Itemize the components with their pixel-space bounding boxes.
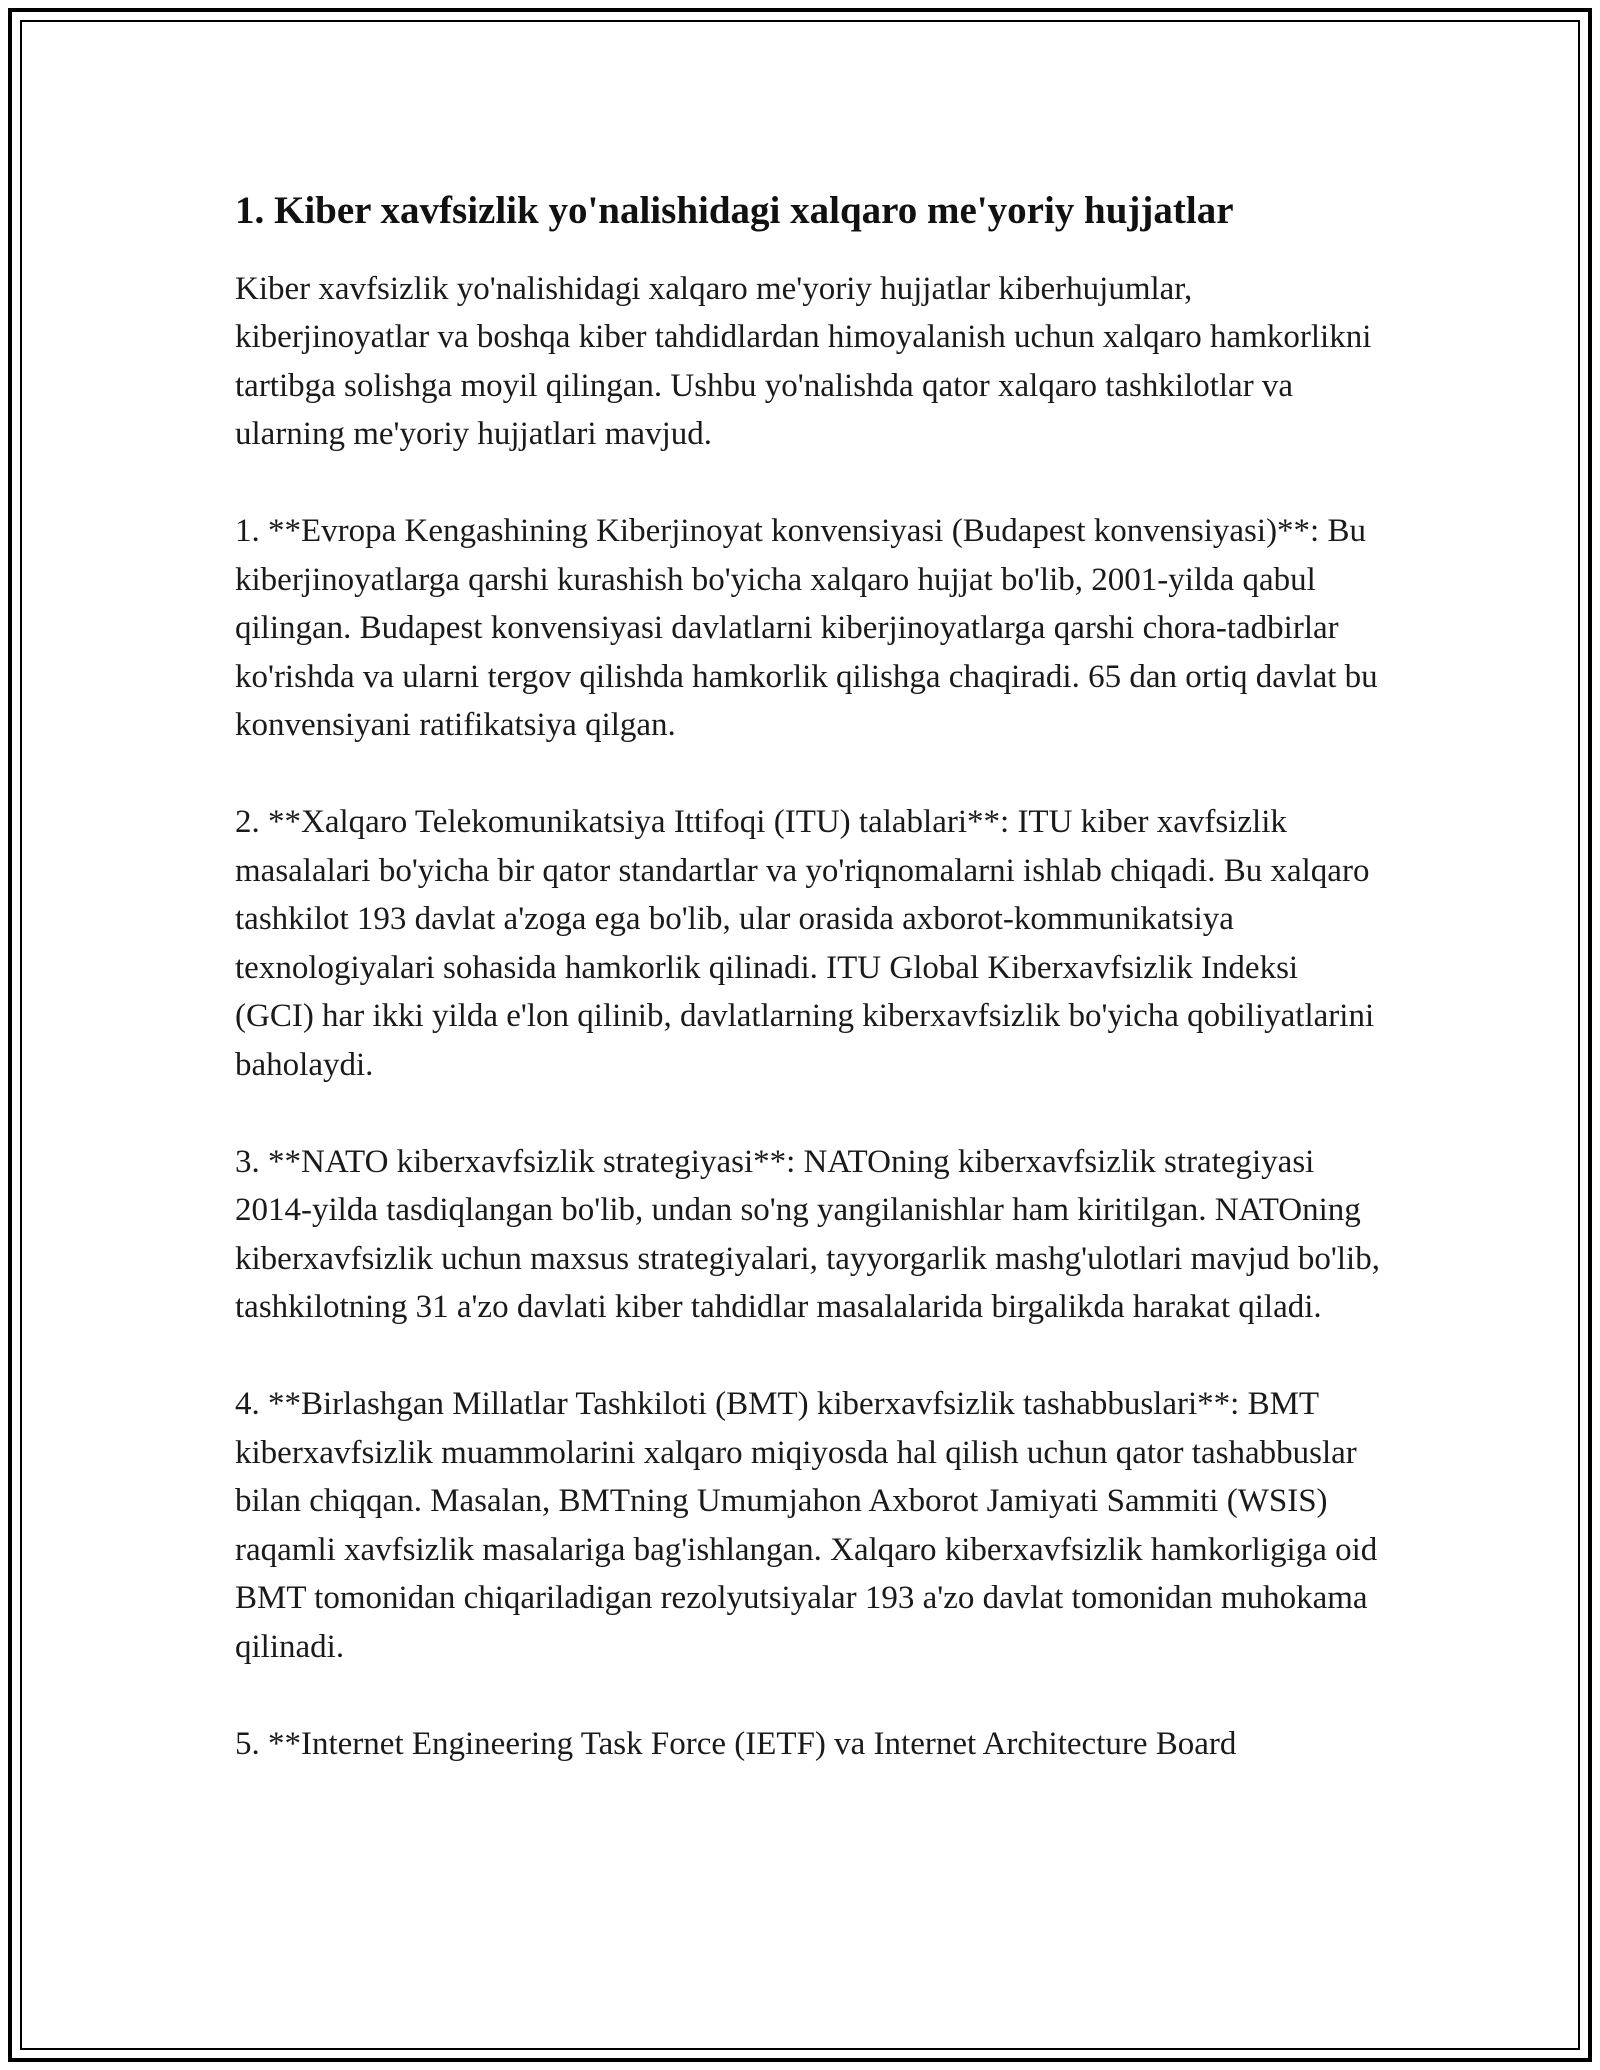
section-heading: 1. Kiber xavfsizlik yo'nalishidagi xalqaro me'yoriy hujjatlar (235, 189, 1234, 232)
intro-paragraph: Kiber xavfsizlik yo'nalishidagi xalqaro me'yoriy hujjatlar kiberhujumlar, kiberjinoyatlar va boshqa kiber tahdidlardan himoyalanish uchun xalqaro hamkorlikni tartibga solishga moyil qilingan. Ushbu yo'nalishda qator xalqaro tashkilotlar va ularning me'yoriy hujjatlari mavjud. (235, 270, 1372, 453)
document-content (235, 180, 1385, 1817)
item-ietf-iab: 5. **Internet Engineering Task Force (IETF) va Internet Architecture Board (235, 1725, 1237, 1762)
item-nato-strategy: 3. **NATO kiberxavfsizlik strategiyasi**: NATOning kiberxavfsizlik strategiyasi 2014-yilda tasdiqlangan bo'lib, undan so'ng yangilanishlar ham kiritilgan. NATOning kiberxavfsizlik uchun maxsus strategiyalari, tayyorgarlik mashg'ulotlari mavjud bo'lib, tashkilotning 31 a'zo davlati kiber tahdidlar masalalarida birgalikda harakat qiladi. (235, 1143, 1380, 1326)
item-un-initiatives: 4. **Birlashgan Millatlar Tashkiloti (BMT) kiberxavfsizlik tashabbuslari**: BMT kiberxavfsizlik muammolarini xalqaro miqiyosda hal qilish uchun qator tashabbuslar bilan chiqqan. Masalan, BMTning Umumjahon Axborot Jamiyati Sammiti (WSIS) raqamli xavfsizlik masalariga bag'ishlangan. Xalqaro kiberxavfsizlik hamkorligiga oid BMT tomonidan chiqariladigan rezolyutsiyalar 193 a'zo davlat tomonidan muhokama qilinadi. (235, 1386, 1378, 1665)
item-itu-requirements: 2. **Xalqaro Telekomunikatsiya Ittifoqi (ITU) talablari**: ITU kiber xavfsizlik masalalari bo'yicha bir qator standartlar va yo'riqnomalarni ishlab chiqadi. Bu xalqaro tashkilot 193 davlat a'zoga ega bo'lib, ular orasida axborot-kommunikatsiya texnologiyalari sohasida hamkorlik qilinadi. ITU Global Kiberxavfsizlik Indeksi (GCI) har ikki yilda e'lon qilinib, davlatlarning kiberxavfsizlik bo'yicha qobiliyatlarini baholaydi. (235, 804, 1375, 1083)
item-budapest-convention: 1. **Evropa Kengashining Kiberjinoyat konvensiyasi (Budapest konvensiyasi)**: Bu kiberjinoyatlarga qarshi kurashish bo'yicha xalqaro hujjat bo'lib, 2001-yilda qabul qilingan. Budapest konvensiyasi davlatlarni kiberjinoyatlarga qarshi chora-tadbirlar ko'rishda va ularni tergov qilishda hamkorlik qilishga chaqiradi. 65 dan ortiq davlat bu konvensiyani ratifikatsiya qilgan. (235, 513, 1378, 744)
